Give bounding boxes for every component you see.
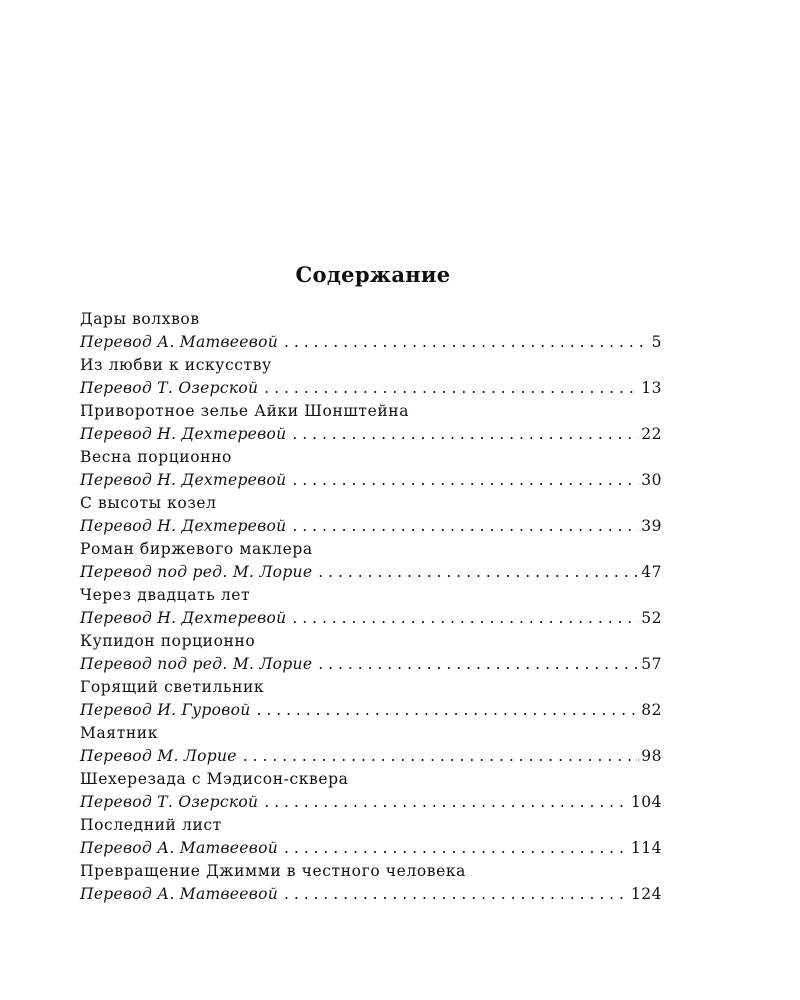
story-title: Дары волхвов bbox=[80, 310, 200, 328]
dot-leader bbox=[264, 791, 629, 814]
story-title: Купидон порционно bbox=[80, 632, 256, 650]
dot-leader bbox=[284, 837, 629, 860]
page-number: 13 bbox=[641, 379, 662, 397]
page-title: Содержание bbox=[295, 262, 451, 287]
page-number: 52 bbox=[641, 609, 662, 627]
translator-credit: Перевод под ред. М. Лорие bbox=[80, 655, 313, 673]
toc-entry bbox=[80, 400, 662, 446]
toc-entry bbox=[80, 860, 662, 906]
credit-line bbox=[80, 561, 662, 584]
story-title: Горящий светильник bbox=[80, 678, 265, 696]
dot-leader bbox=[257, 699, 640, 722]
credit-line bbox=[80, 469, 662, 492]
toc-entry bbox=[80, 584, 662, 630]
table-of-contents bbox=[80, 308, 662, 906]
story-title: Приворотное зелье Айки Шонштейна bbox=[80, 402, 410, 420]
toc-entry bbox=[80, 768, 662, 814]
dot-leader bbox=[292, 469, 639, 492]
story-title: Из любви к искусству bbox=[80, 356, 272, 374]
story-title: Роман биржевого маклера bbox=[80, 540, 313, 558]
story-title: С высоты козел bbox=[80, 494, 217, 512]
credit-line bbox=[80, 653, 662, 676]
translator-credit: Перевод М. Лорие bbox=[80, 747, 237, 765]
credit-line bbox=[80, 331, 662, 354]
translator-credit: Перевод А. Матвеевой bbox=[80, 333, 278, 351]
dot-leader bbox=[284, 883, 629, 906]
dot-leader bbox=[292, 607, 639, 630]
dot-leader bbox=[243, 745, 640, 768]
page-number: 22 bbox=[641, 425, 662, 443]
page-number: 82 bbox=[641, 701, 662, 719]
credit-line bbox=[80, 791, 662, 814]
credit-line bbox=[80, 377, 662, 400]
story-title: Шехерезада с Мэдисон-сквера bbox=[80, 770, 349, 788]
page-number: 5 bbox=[651, 333, 662, 351]
toc-entry bbox=[80, 814, 662, 860]
page-number: 98 bbox=[641, 747, 662, 765]
page-number: 104 bbox=[630, 793, 662, 811]
translator-credit: Перевод А. Матвеевой bbox=[80, 885, 278, 903]
credit-line bbox=[80, 883, 662, 906]
dot-leader bbox=[264, 377, 639, 400]
page-number: 124 bbox=[630, 885, 662, 903]
credit-line bbox=[80, 837, 662, 860]
toc-entry bbox=[80, 722, 662, 768]
credit-line bbox=[80, 745, 662, 768]
toc-entry bbox=[80, 676, 662, 722]
story-title: Маятник bbox=[80, 724, 159, 742]
page-number: 57 bbox=[641, 655, 662, 673]
toc-entry bbox=[80, 538, 662, 584]
toc-entry bbox=[80, 354, 662, 400]
toc-entry bbox=[80, 446, 662, 492]
toc-entry bbox=[80, 308, 662, 354]
translator-credit: Перевод Н. Дехтеревой bbox=[80, 471, 287, 489]
dot-leader bbox=[284, 331, 650, 354]
story-title: Весна порционно bbox=[80, 448, 232, 466]
translator-credit: Перевод Т. Озерской bbox=[80, 793, 259, 811]
story-title: Последний лист bbox=[80, 816, 222, 834]
page-number: 47 bbox=[641, 563, 662, 581]
credit-line bbox=[80, 699, 662, 722]
dot-leader bbox=[292, 515, 639, 538]
translator-credit: Перевод Н. Дехтеревой bbox=[80, 517, 287, 535]
credit-line bbox=[80, 423, 662, 446]
toc-entry bbox=[80, 492, 662, 538]
toc-entry bbox=[80, 630, 662, 676]
story-title: Превращение Джимми в честного человека bbox=[80, 862, 467, 880]
story-title: Через двадцать лет bbox=[80, 586, 251, 604]
translator-credit: Перевод Т. Озерской bbox=[80, 379, 259, 397]
dot-leader bbox=[318, 561, 639, 584]
page-number: 39 bbox=[641, 517, 662, 535]
credit-line bbox=[80, 515, 662, 538]
translator-credit: Перевод под ред. М. Лорие bbox=[80, 563, 313, 581]
page-number: 30 bbox=[641, 471, 662, 489]
translator-credit: Перевод Н. Дехтеревой bbox=[80, 609, 287, 627]
translator-credit: Перевод А. Матвеевой bbox=[80, 839, 278, 857]
credit-line bbox=[80, 607, 662, 630]
dot-leader bbox=[292, 423, 639, 446]
page-number: 114 bbox=[630, 839, 662, 857]
dot-leader bbox=[318, 653, 639, 676]
translator-credit: Перевод И. Гуровой bbox=[80, 701, 251, 719]
translator-credit: Перевод Н. Дехтеревой bbox=[80, 425, 287, 443]
